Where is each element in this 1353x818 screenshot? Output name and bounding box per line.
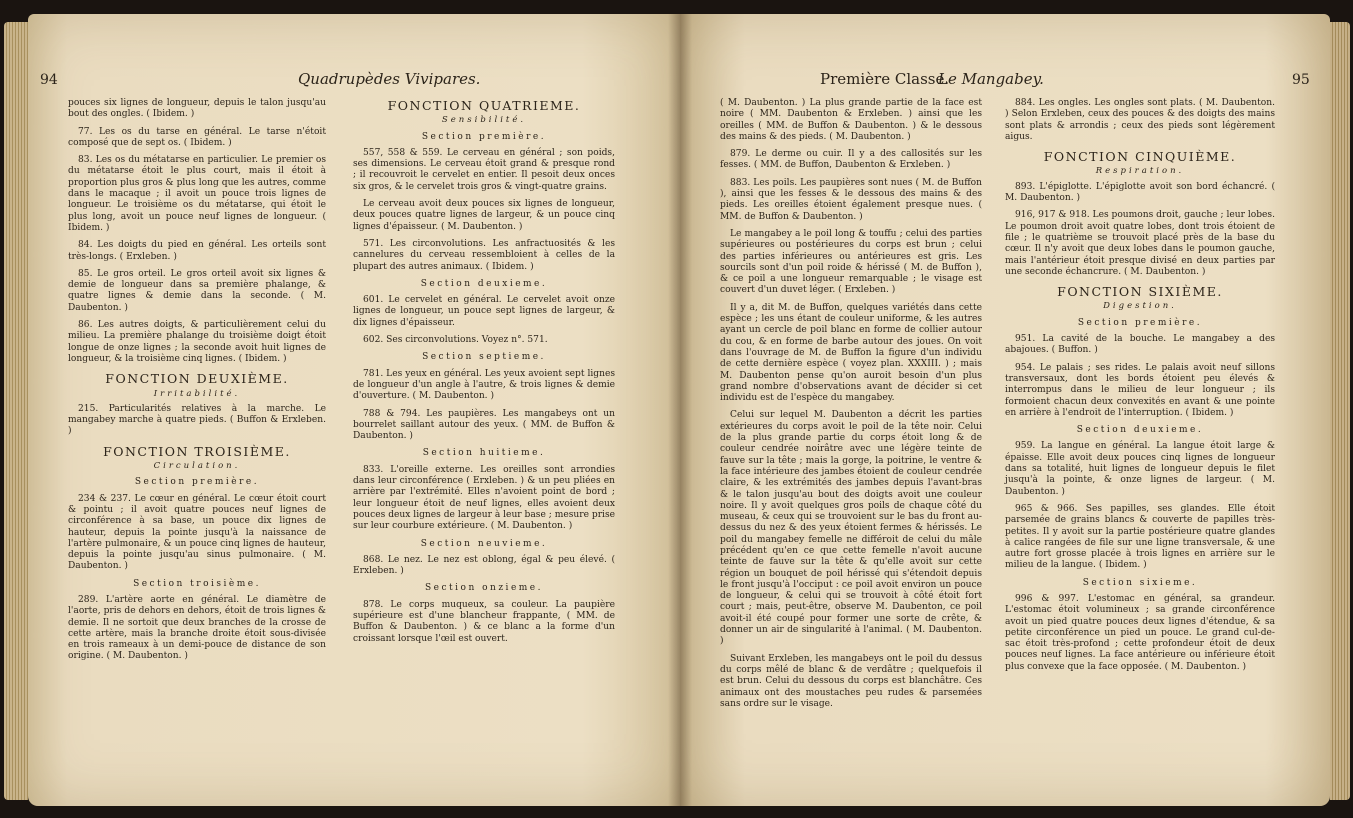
paragraph-883c: Il y a, dit M. de Buffon, quelques variétés dans cette espèce ; les uns étant de couleur uniforme, & les autres ayant un cercle de poil blanc en forme de collier autour du cou, & en forme de barbe autour des joues. On voit dans l'ouvrage de M. de Buffon la figure d'un individu de cette dernière espèce ( voyez plan. XXXIII. ) ; mais M. Daubenton pense qu'on auroit besoin d'un plus grand nombre d'observations avant de décider si cet individu est de l'espèce du mangabey. — [720, 302, 982, 404]
subheading-circulation: Circulation. — [153, 461, 241, 472]
paragraph-557b: Le cerveau avoit deux pouces six lignes de longueur, deux pouces quatre lignes de largeur, & un pouce cinq lignes d'épaisseur. ( M. Daubenton. ) — [353, 199, 615, 232]
paragraph-883: 883. Les poils. Les paupières sont nues ( M. de Buffon ), ainsi que les fesses & le dessous des mains & des pieds. Les oreilles étoient également presque nues. ( MM. de Buffon & Daubenton. ) — [720, 177, 982, 222]
paragraph-557: 557, 558 & 559. Le cerveau en général ; son poids, ses dimensions. Le cerveau étoit grand & presque rond ; il recouvroit le cervelet en entier. Il pesoit deux onces six gros, & le cervelet trois gros & vingt-quatre grains. — [353, 147, 615, 192]
paragraph-86: 86. Les autres doigts, & particulièrement celui du milieu. La première phalange du troisième doigt étoit longue de onze lignes ; la seconde avoit huit lignes de longueur, & la troisième cinq lignes. ( Ibidem. ) — [68, 320, 326, 364]
section-heading: Section troisième. — [133, 578, 261, 589]
subheading-sensibilite: Sensibilité. — [441, 115, 527, 126]
section-heading: Section neuvieme. — [420, 538, 548, 549]
paragraph-951: 951. La cavité de la bouche. Le mangabey a des abajoues. ( Buffon. ) — [1005, 334, 1275, 356]
book-gutter — [668, 14, 692, 806]
left-page — [28, 14, 680, 806]
section-heading: Section septieme. — [422, 352, 546, 363]
subheading-irritabilite: Irritabilité. — [153, 388, 241, 399]
paragraph-289: 289. L'artère aorte en général. Le diamètre de l'aorte, pris de dehors en dehors, étoit de trois lignes & demie. Il ne sortoit que deux branches de la crosse de cette artère, mais la branche droite étoit sous-divisée en trois rameaux à un demi-pouce de distance de son origine. ( M. Daubenton. ) — [68, 594, 326, 662]
right-page-number: 95 — [1292, 72, 1310, 88]
section-heading: Section huitieme. — [422, 448, 546, 459]
right-page-edges — [1330, 22, 1350, 800]
section-heading: Section sixieme. — [1082, 577, 1198, 588]
right-page — [680, 14, 1330, 806]
left-page-edges — [4, 22, 28, 800]
paragraph-883e: Suivant Erxleben, les mangabeys ont le poil du dessus du corps mêlé de blanc & de verdâtre ; quelquefois il est brun. Celui du dessous du corps est blanchâtre. Ces animaux ont des moustaches peu rudes & parsemées sans ordre sur le visage. — [720, 653, 982, 709]
paragraph-868: 868. Le nez. Le nez est oblong, égal & peu élevé. ( Erxleben. ) — [353, 554, 615, 577]
right-column-2 — [1005, 98, 1275, 679]
section-heading: Section deuxieme. — [420, 278, 548, 289]
paragraph-879: 879. Le derme ou cuir. Il y a des callosités sur les fesses. ( MM. de Buffon, Daubenton & Erxleben. ) — [720, 149, 982, 171]
subheading-respiration: Respiration. — [1095, 166, 1185, 177]
paragraph-77: 77. Les os du tarse en général. Le tarse n'étoit composé que de sept os. ( Ibidem. ) — [68, 126, 326, 148]
paragraph-965: 965 & 966. Ses papilles, ses glandes. Elle étoit parsemée de grains blancs & couverte de papilles très-petites. Il y avoit sur la partie postérieure quatre glandes à calice rangées de file sur une ligne transversale, & une autre fort grosse placée à trois lignes en arrière sur le milieu de la langue. ( Ibidem. ) — [1005, 503, 1275, 571]
section-heading: Section première. — [1077, 317, 1203, 328]
heading-fonction-6: FONCTION SIXIÈME. — [1057, 284, 1223, 300]
paragraph-84: 84. Les doigts du pied en général. Les orteils sont très-longs. ( Erxleben. ) — [68, 240, 326, 262]
paragraph-571: 571. Les circonvolutions. Les anfractuosités & les cannelures du cerveau ressembloient à celles de la plupart des autres animaux. ( Ibidem. ) — [353, 238, 615, 272]
paragraph-884: 884. Les ongles. Les ongles sont plats. ( M. Daubenton. ) Selon Erxleben, ceux des pouces & des doigts des mains sont plats & arrondis ; ceux des pieds sont légèrement aigus. — [1005, 98, 1275, 142]
right-running-head-right: Le Mangabey. — [938, 70, 1044, 88]
paragraph-878: 878. Le corps muqueux, sa couleur. La paupière supérieure est d'une blancheur frappante, ( MM. de Buffon & Daubenton. ) & ce blanc a la forme d'un croissant lorsque l'œil est ouvert. — [353, 599, 615, 644]
section-heading: Section première. — [134, 477, 260, 488]
right-column-1 — [720, 98, 982, 716]
left-column-2 — [353, 98, 615, 651]
paragraph-954: 954. Le palais ; ses rides. Le palais avoit neuf sillons transversaux, dont les bords étoient peu élevés & interrompus dans le milieu de leur longueur ; ils formoient chacun deux convexités en avant & une pointe en arrière à l'endroit de l'interruption. ( Ibidem. ) — [1005, 362, 1275, 418]
paragraph-833: 833. L'oreille externe. Les oreilles sont arrondies dans leur circonférence ( Erxleben. ) & un peu pliées en arrière par l'extrémité. Elles n'avoient point de bord ; leur longueur étoit de neuf lignes, elles avoient deux pouces deux lignes de largeur à leur base ; mesure prise sur leur courbure extérieure. ( M. Daubenton. ) — [353, 464, 615, 532]
paragraph-781: 781. Les yeux en général. Les yeux avoient sept lignes de longueur d'un angle à l'autre, & trois lignes & demie d'ouverture. ( M. Daubenton. ) — [353, 368, 615, 402]
paragraph-916: 916, 917 & 918. Les poumons droit, gauche ; leur lobes. Le poumon droit avoit quatre lobes, dont trois étoient de file ; le quatrième se trouvoit placé près de la base du cœur. Il n'y avoit que deux lobes dans le poumon gauche, mais l'antérieur étoit presque divisé en deux parties par une seconde échancrure. ( M. Daubenton. ) — [1005, 210, 1275, 277]
paragraph-85: 85. Le gros orteil. Le gros orteil avoit six lignes & demie de longueur dans sa première phalange, & quatre lignes & demie dans la seconde. ( M. Daubenton. ) — [68, 268, 326, 313]
left-running-head: Quadrupèdes Vivipares. — [298, 70, 481, 88]
paragraph-893: 893. L'épiglotte. L'épiglotte avoit son bord échancré. ( M. Daubenton. ) — [1005, 181, 1275, 204]
paragraph-883b: Le mangabey a le poil long & touffu ; celui des parties supérieures ou postérieures du corps est brun ; celui des parties inférieures ou antérieures est gris. Les sourcils sont d'un poil roide & hérissé ( M. de Buffon ), & ce poil a une longueur remarquable ; le visage est couvert d'un duvet léger. ( Erxleben. ) — [720, 228, 982, 296]
section-heading: Section première. — [421, 131, 547, 142]
subheading-digestion: Digestion. — [1103, 301, 1177, 312]
paragraph-996: 996 & 997. L'estomac en général, sa grandeur. L'estomac étoit volumineux ; sa grande circonférence avoit un pied quatre pouces deux lignes d'étendue, & sa petite circonférence un pied un pouce. Le grand cul-de-sac étoit très-profond ; cette profondeur étoit de deux pouces neuf lignes. La face antérieure ou inférieure étoit plus convexe que la face opposée. ( M. Daubenton. ) — [1005, 593, 1275, 672]
left-page-number: 94 — [40, 72, 58, 88]
section-heading: Section deuxieme. — [1076, 425, 1204, 436]
paragraph: pouces six lignes de longueur, depuis le talon jusqu'au bout des ongles. ( Ibidem. ) — [68, 98, 326, 120]
paragraph-601: 601. Le cervelet en général. Le cervelet avoit onze lignes de longueur, un pouce sept lignes de largeur, & dix lignes d'épaisseur. — [353, 295, 615, 328]
left-column-1 — [68, 98, 326, 669]
section-heading: Section onzieme. — [425, 583, 543, 594]
heading-fonction-2: FONCTION DEUXIÈME. — [105, 371, 289, 387]
paragraph-215: 215. Particularités relatives à la marche. Le mangabey marche à quatre pieds. ( Buffon & Erxleben. ) — [68, 403, 326, 437]
heading-fonction-5: FONCTION CINQUIÈME. — [1043, 149, 1237, 165]
paragraph-602: 602. Ses circonvolutions. Voyez n°. 571. — [363, 335, 548, 346]
heading-fonction-3: FONCTION TROISIÈME. — [103, 443, 291, 459]
right-running-head-left: Première Classe. — [820, 70, 950, 88]
paragraph-959: 959. La langue en général. La langue étoit large & épaisse. Elle avoit deux pouces cinq lignes de longueur dans sa totalité, huit lignes de longueur depuis le filet jusqu'à la pointe, & onze lignes de largeur. ( M. Daubenton. ) — [1005, 441, 1275, 497]
paragraph-234: 234 & 237. Le cœur en général. Le cœur étoit court & pointu ; il avoit quatre pouces neuf lignes de circonférence à sa base, un pouce dix lignes de hauteur, depuis la pointe jusqu'à la naissance de l'artère pulmonaire, & un pouce cinq lignes de hauteur, depuis la pointe jusqu'au sinus pulmonaire. ( M. Daubenton. ) — [68, 493, 326, 572]
paragraph: ( M. Daubenton. ) La plus grande partie de la face est noire ( MM. Daubenton & Erxleben. ) ainsi que les oreilles ( MM. de Buffon & Daubenton. ) & le dessous des mains & des pieds. ( M. Daubenton. ) — [720, 98, 982, 142]
paragraph-83: 83. Les os du métatarse en particulier. Le premier os du métatarse étoit le plus court, mais il étoit à proportion plus gros & plus long que les autres, comme dans le macaque ; il avoit un pouce trois lignes de longueur. Le troisième os du métatarse, qui étoit le plus long, avoit un pouce neuf lignes de longueur. ( Ibidem. ) — [68, 155, 326, 233]
paragraph-883d: Celui sur lequel M. Daubenton a décrit les parties extérieures du corps avoit le poil de la tête noir. Celui de la plus grande partie du corps étoit long & de couleur cendrée noirâtre avec une légère teinte de fauve sur la tête ; mais la gorge, la poitrine, le ventre & la face intérieure des jambes étoient de couleur cendrée claire, & les extrémités des jambes depuis l'avant-bras & le talon jusqu'au bout des doigts avoit une couleur noire. Il y avoit quelques gros poils de chaque côté du museau, & ceux qui se trouvoient sur le bas du front au-dessus du nez & des yeux étoient fermes & hérissés. Le poil du mangabey femelle ne différoit de celui du mâle précédent qu'en ce que cette femelle n'avoit aucune teinte de fauve sur la tête & qu'elle avoit sur cette région un bouquet de poil hérissé qui s'étendoit depuis le front jusqu'à l'occiput : ce poil avoit environ un pouce de longueur, & celui qui se trouvoit à côté étoit fort court ; mais, peut-être, observe M. Daubenton, ce poil avoit-il été coupé pour former une sorte de crête, & donner un air de singularité à l'animal. ( M. Daubenton. ) — [720, 410, 982, 647]
paragraph-788: 788 & 794. Les paupières. Les mangabeys ont un bourrelet saillant autour des yeux. ( MM. de Buffon & Daubenton. ) — [353, 408, 615, 442]
heading-fonction-4: FONCTION QUATRIEME. — [387, 98, 581, 113]
